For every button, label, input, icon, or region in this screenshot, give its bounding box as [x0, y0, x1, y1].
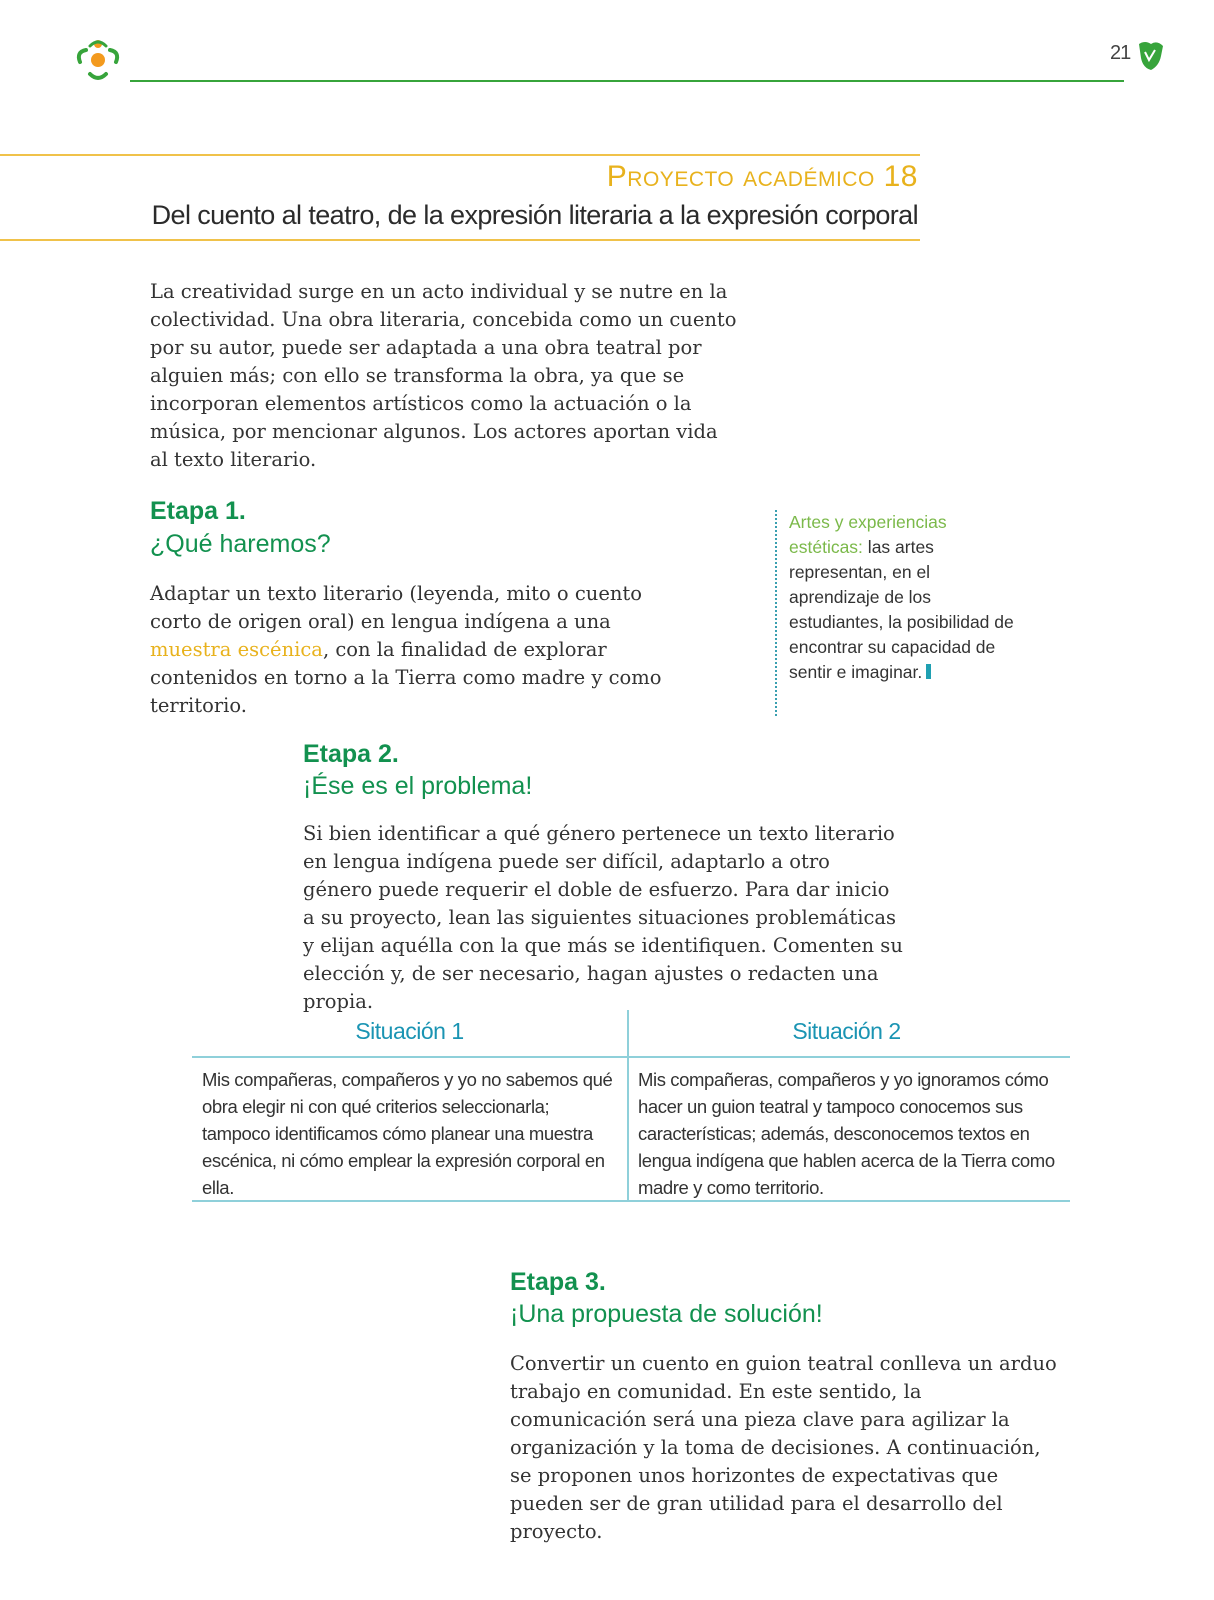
glossary-sidebar	[775, 510, 1019, 716]
floral-emblem-icon	[72, 34, 124, 86]
situation1-header: Situación 1	[355, 1018, 464, 1044]
stage1-body-start: Adaptar un texto literario (leyenda, mito o cuento corto de origen oral) en lengua indígena a una	[150, 582, 643, 633]
stage2-subtitle: ¡Ése es el problema!	[303, 772, 533, 800]
page-number: 21	[1110, 42, 1131, 64]
title-rule-bottom	[0, 239, 920, 241]
page-title: Del cuento al teatro, de la expresión literaria a la expresión corporal	[151, 200, 918, 230]
stage3-body: Convertir un cuento en guion teatral conlleva un arduo trabajo en comunidad. En este sentido, la comunicación será una pieza clave para agilizar la organización y la toma de decisiones. A continuación, se proponen unos horizontes de expectativas que pueden ser de gran utilidad para el desarrollo del proyecto.	[510, 1352, 1057, 1543]
stage1-subtitle: ¿Qué haremos?	[150, 530, 331, 558]
sidebar-text: las artes representan, en el aprendizaje de los estudiantes, la posibilidad de encontrar su capacidad de sentir e imaginar.	[789, 537, 1014, 682]
situation1-text: Mis compañeras, compañeros y yo no sabemos qué obra elegir ni con qué criterios seleccionarla; tampoco identificamos cómo planear una muestra escénica, ni cómo emplear la expresión corporal en ella.	[202, 1069, 613, 1198]
stage2-body: Si bien identificar a qué género pertenece un texto literario en lengua indígena puede ser difícil, adaptarlo a otro género puede requerir el doble de esfuerzo. Para dar inicio a su proyecto, lean las siguientes situaciones problemáticas y elijan aquélla con la que más se identifiquen. Comenten su elección y, de ser necesario, hagan ajustes o redacten una propia.	[303, 822, 903, 1013]
stage1-highlight-term: muestra escénica	[150, 638, 323, 661]
stage1-body-end: , con la finalidad de explorar contenidos en torno a la Tierra como madre y como territorio.	[150, 638, 662, 717]
situation2-text: Mis compañeras, compañeros y yo ignoramos cómo hacer un guion teatral y tampoco conocemos sus características; además, desconocemos textos en lengua indígena que hablen acerca de la Tierra como madre y como territorio.	[638, 1069, 1055, 1198]
table-bottom-rule	[192, 1200, 1070, 1202]
stage1-body	[150, 580, 680, 720]
table-column-divider	[627, 1010, 629, 1202]
header-rule	[130, 80, 1124, 82]
situations-table	[192, 1010, 1070, 1202]
stage3-title: Etapa 3.	[510, 1268, 606, 1296]
stage2-title: Etapa 2.	[303, 740, 399, 768]
end-mark-icon	[926, 664, 931, 679]
stage3-subtitle: ¡Una propuesta de solución!	[510, 1300, 823, 1328]
table-header-rule	[192, 1056, 1070, 1058]
intro-paragraph: La creatividad surge en un acto individual y se nutre en la colectividad. Una obra literaria, concebida como un cuento por su autor, puede ser adaptada a una obra teatral por alguien más; con ello se transforma la obra, ya que se incorporan elementos artísticos como la actuación o la música, por mencionar algunos. Los actores aportan vida al texto literario.	[150, 280, 737, 471]
situation2-header: Situación 2	[792, 1018, 901, 1044]
project-label: Proyecto académico 18	[606, 160, 918, 193]
stage1-title: Etapa 1.	[150, 497, 246, 525]
green-glyph-icon	[1135, 38, 1167, 78]
sidebar-term: Artes y experiencias estéticas:	[789, 512, 947, 557]
title-rule-top	[0, 154, 920, 156]
